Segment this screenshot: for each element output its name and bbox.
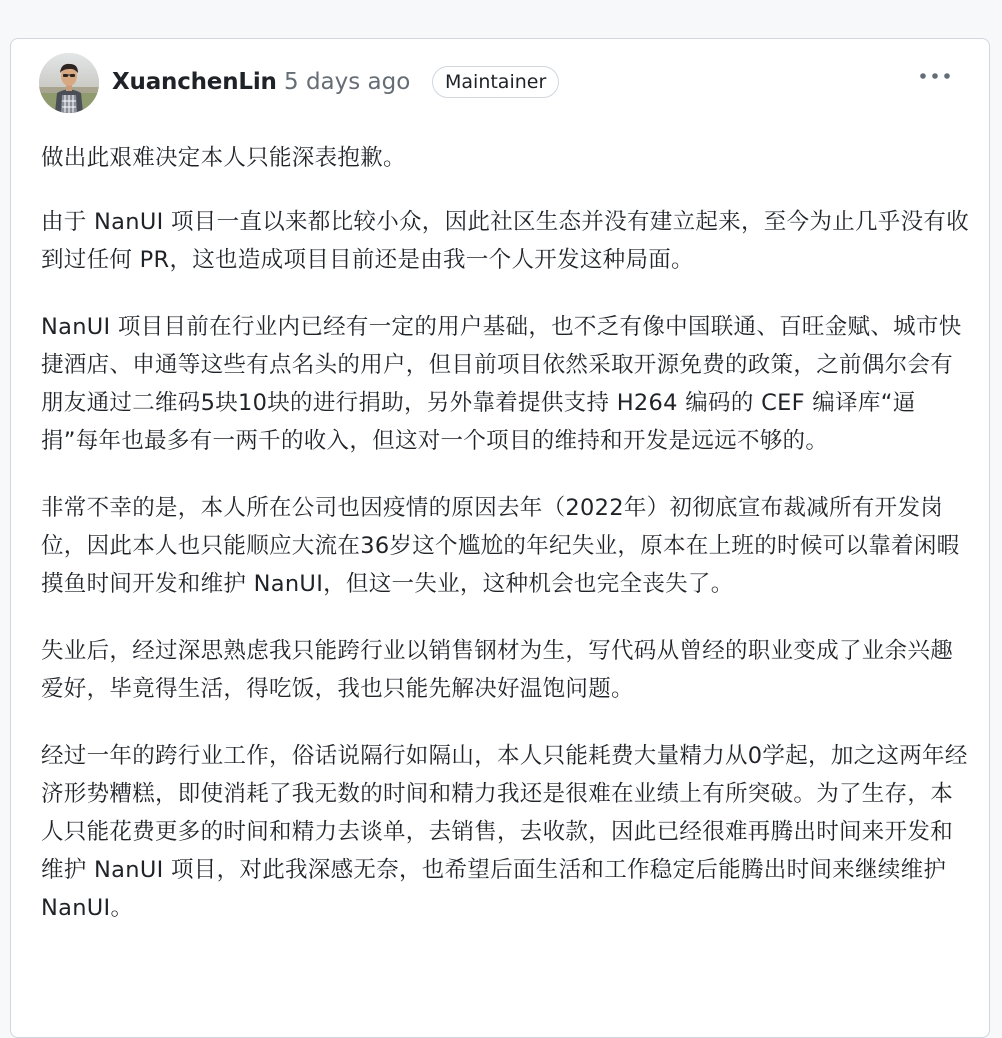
role-badge: Maintainer	[432, 66, 559, 98]
comment-header	[11, 39, 989, 129]
comment-paragraph: 由于 NanUI 项目一直以来都比较小众，因此社区生态并没有建立起来，至今为止几乎没有收到过任何 PR，这也造成项目目前还是由我一个人开发这种局面。	[41, 209, 969, 273]
kebab-horizontal-icon	[918, 72, 952, 80]
user-avatar-photo-icon	[39, 53, 99, 113]
comment-paragraph: 失业后，经过深思熟虑我只能跨行业以销售钢材为生，写代码从曾经的职业变成了业余兴趣爱好，毕竟得生活，得吃饭，我也只能先解决好温饱问题。	[41, 638, 954, 702]
comment-card	[10, 38, 990, 1038]
comment-body	[41, 139, 971, 956]
avatar[interactable]	[39, 53, 99, 113]
comment-paragraph: 做出此艰难决定本人只能深表抱歉。	[41, 145, 406, 171]
comment-paragraph: 经过一年的跨行业工作，俗话说隔行如隔山，本人只能耗费大量精力从0学起，加之这两年经济形势糟糕，即使消耗了我无数的时间和精力我还是很难在业绩上有所突破。为了生存，本人只能花费更多的时间和精力去谈单，去销售，去收款，因此已经很难再腾出时间来开发和维护 NanUI 项目，对此我深感无奈，也希望后面生活和工作稳定后能腾出时间来继续维护 NanUI。	[41, 743, 968, 921]
comment-timestamp[interactable]: 5 days ago	[284, 69, 411, 95]
comment-paragraph: NanUI 项目目前在行业内已经有一定的用户基础，也不乏有像中国联通、百旺金赋、城市快捷酒店、申通等这些有点名头的用户，但目前项目依然采取开源免费的政策，之前偶尔会有朋友通过二维码5块10块的进行捐助，另外靠着提供支持 H264 编码的 CEF 编译库“逼捐”每年也最多有一两千的收入，但这对一个项目的维持和开发是远远不够的。	[41, 314, 962, 454]
comment-paragraph: 非常不幸的是，本人所在公司也因疫情的原因去年（2022年）初彻底宣布裁减所有开发岗位，因此本人也只能顺应大流在36岁这个尴尬的年纪失业，原本在上班的时候可以靠着闲暇摸鱼时间开发和维护 NanUI，但这一失业，这种机会也完全丧失了。	[41, 495, 960, 597]
comment-options-button[interactable]	[911, 61, 959, 91]
comment-author[interactable]: XuanchenLin	[112, 69, 277, 95]
